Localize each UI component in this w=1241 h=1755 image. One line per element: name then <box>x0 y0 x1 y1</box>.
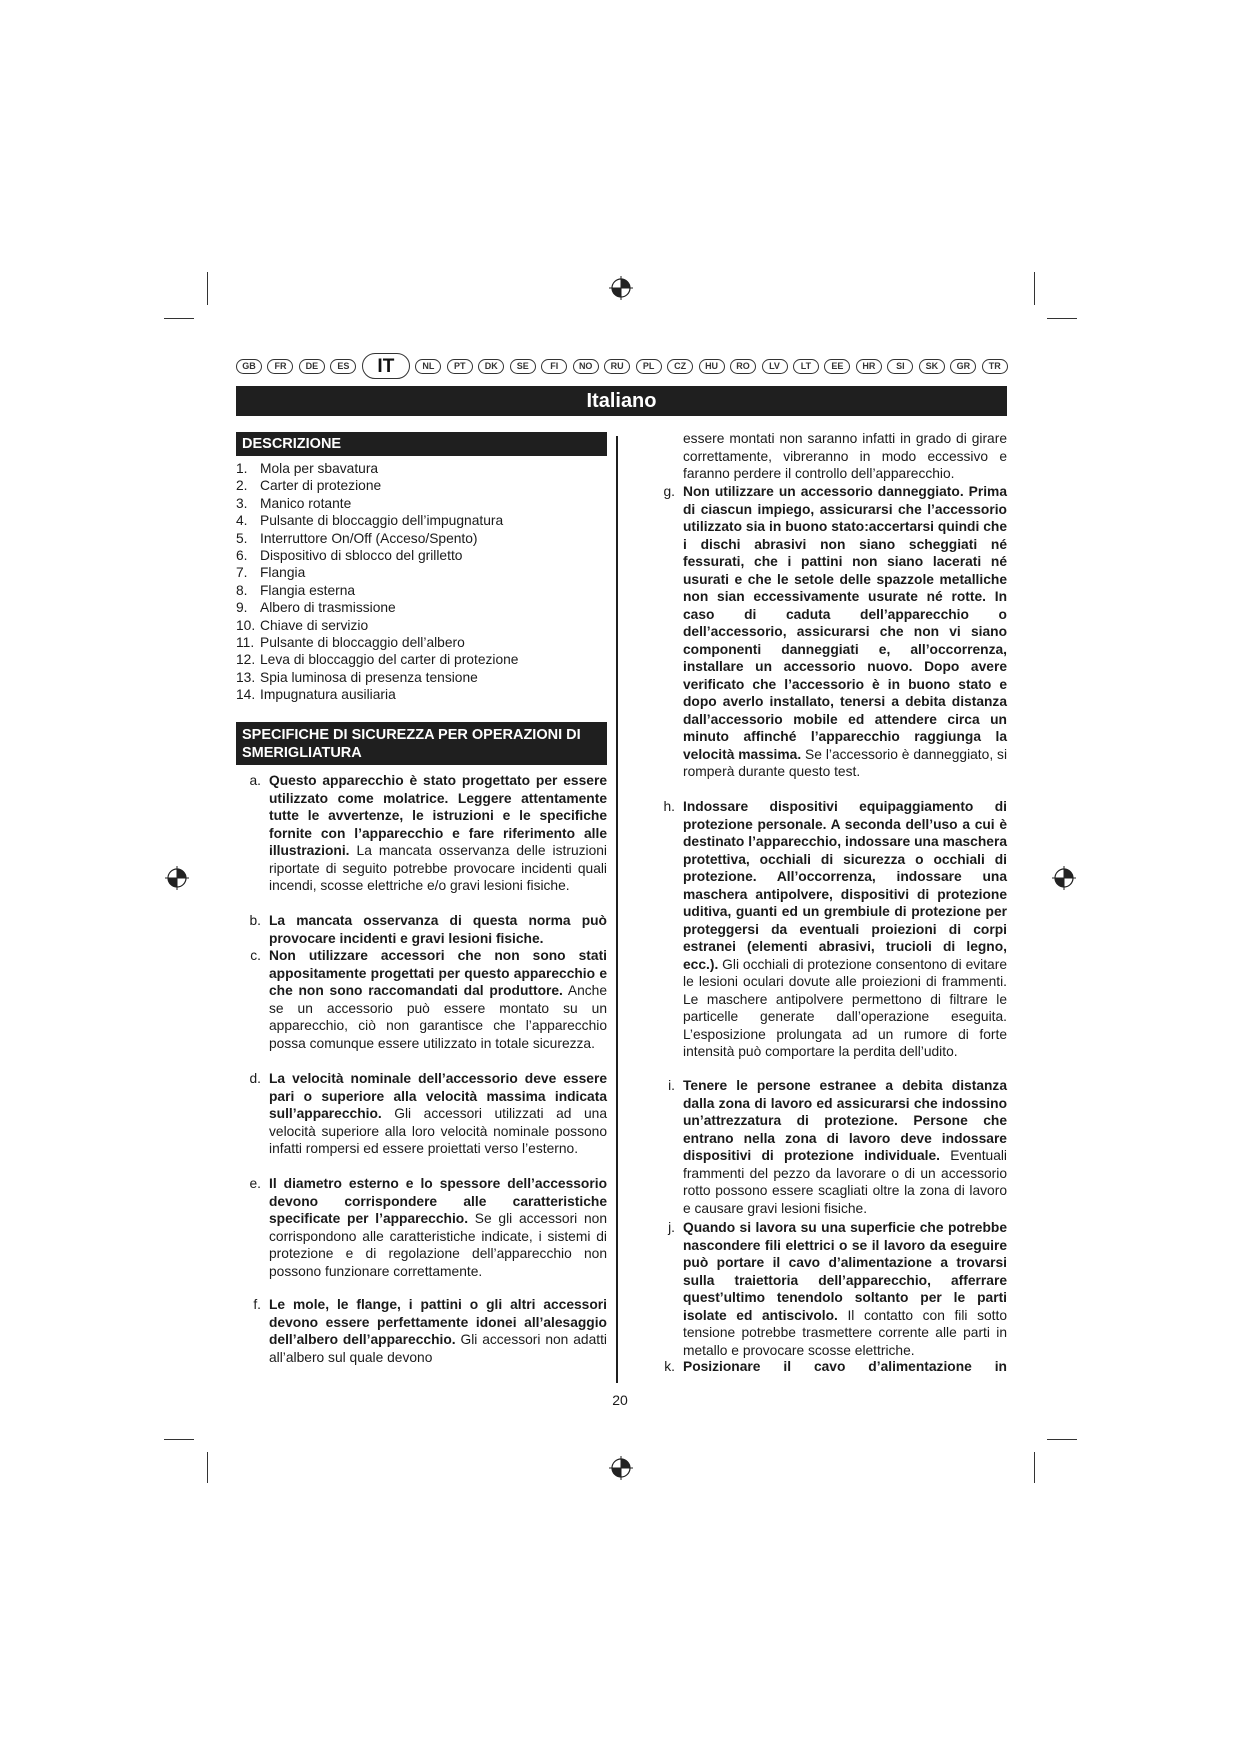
safety-item-c: c. Non utilizzare accessori che non sono stati appositamente progettati per questo apparecchio e che non sono raccomandati dal produttore. Anche se un accessorio può essere montato su un apparecchio, ciò non garantisce che l’apparecchio possa comunque essere utilizzato in totale sicurezza. <box>250 948 607 1051</box>
lang-tab-es[interactable]: ES <box>330 359 356 374</box>
safety-item-h: h. Indossare dispositivi equipaggiamento di protezione personale. A seconda dell’uso a cui è destinato l’apparecchio, indossare una maschera protettiva, occhiali di sicurezza o occhiali di protezione. All’occorrenza, indossare una maschera antipolvere, dispositivi di protezione uditiva, guanti ed un grembiule di protezione per proteggersi da eventuali proiezioni di corpi estranei (elementi abrasivi, trucioli di legno, ecc.). Gli occhiali di protezione consentono di evitare le lesioni oculari dovute alle proiezioni di frammenti. Le maschere antipolvere permettono di filtrare le particelle generate dall’operazione eseguita. L’esposizione prolungata ad un rumore di forte intensità può comportare la perdita dell’udito. <box>663 799 1007 1059</box>
list-item: 9. Albero di trasmissione <box>236 600 396 616</box>
list-item: 11. Pulsante di bloccaggio dell’albero <box>236 635 465 651</box>
registration-mark-icon <box>609 1456 633 1480</box>
crop-mark <box>164 318 194 319</box>
list-item: 8. Flangia esterna <box>236 582 356 598</box>
continuation-text: essere montati non saranno infatti in grado di girare correttamente, vibreranno in modo eccessivo e faranno perdere il controllo dell’apparecchio. <box>683 431 1007 481</box>
list-item: 1. Mola per sbavatura <box>236 461 379 476</box>
lang-tab-gb[interactable]: GB <box>236 359 262 374</box>
lang-tab-ro[interactable]: RO <box>730 359 756 374</box>
crop-mark <box>207 272 208 305</box>
lang-tab-hu[interactable]: HU <box>699 359 725 374</box>
crop-mark <box>1047 318 1077 319</box>
list-item: 4. Pulsante di bloccaggio dell’impugnatura <box>236 513 504 529</box>
lang-tab-hr[interactable]: HR <box>856 359 882 374</box>
crop-mark <box>207 1452 208 1483</box>
lang-tab-si[interactable]: SI <box>887 359 913 374</box>
language-header: Italiano <box>236 386 1007 416</box>
parts-list <box>236 460 606 704</box>
safety-item-i: i. Tenere le persone estranee a debita distanza dalla zona di lavoro ed assicurarsi che indossino un’attrezzatura di protezione. Persone che entrano nella zona di lavoro deve indossare dispositivi di protezione individuale. Eventuali frammenti del pezzo da lavorare o di un accessorio rotto possono essere scagliati oltre la zona di lavoro e causare gravi lesioni fisiche. <box>668 1078 1008 1216</box>
lang-tab-it-active[interactable]: IT <box>362 353 410 379</box>
lang-tab-pt[interactable]: PT <box>447 359 473 374</box>
lang-tab-cz[interactable]: CZ <box>667 359 693 374</box>
lang-tab-pl[interactable]: PL <box>636 359 662 374</box>
crop-mark <box>1034 272 1035 305</box>
list-item: 2. Carter di protezione <box>236 478 382 494</box>
list-item: 10. Chiave di servizio <box>236 617 369 633</box>
lang-tab-de[interactable]: DE <box>299 359 325 374</box>
lang-tab-dk[interactable]: DK <box>478 359 504 374</box>
lang-tab-sk[interactable]: SK <box>919 359 945 374</box>
list-item: 12. Leva di bloccaggio del carter di protezione <box>236 652 519 668</box>
registration-mark-icon <box>609 276 633 300</box>
registration-mark-icon <box>165 866 189 890</box>
safety-item-d: d. La velocità nominale dell’accessorio deve essere pari o superiore alla velocità massima indicata sull’apparecchio. Gli accessori utilizzati ad una velocità superiore alla loro velocità nominale possono infatti rompersi ed essere proiettati verso l’esterno. <box>249 1071 607 1156</box>
list-item: 6. Dispositivo di sblocco del grilletto <box>236 548 463 564</box>
lang-tab-tr[interactable]: TR <box>982 359 1008 374</box>
lang-tab-fi[interactable]: FI <box>541 359 567 374</box>
safety-item-g: g. Non utilizzare un accessorio danneggiato. Prima di ciascun impiego, assicurarsi che l’accessorio utilizzato sia in buono stato:accertarsi quindi che i dischi abrasivi non siano scheggiati né fessurati, che i pattini non siano lacerati né usurati e che le setole delle spazzole metalliche non sian eccessivamente usurate né rotte. In caso di caduta dell’apparecchio o dell’accessorio, assicurarsi che non vi siano componenti danneggiati e, all’occorrenza, installare un accessorio nuovo. Dopo avere verificato che l’accessorio è in buono stato e dopo averlo installato, tenersi a debita distanza dall’accessorio mobile ed attendere circa un minuto affinché l’apparecchio raggiunga la velocità massima. Se l’accessorio è danneggiato, si romperà durante questo test. <box>663 484 1008 779</box>
lang-tab-lt[interactable]: LT <box>793 359 819 374</box>
lang-tab-ru[interactable]: RU <box>604 359 630 374</box>
lang-tab-gr[interactable]: GR <box>950 359 976 374</box>
safety-item-a: a. Questo apparecchio è stato progettato per essere utilizzato come molatrice. Leggere attentamente tutte le avvertenze, le istruzioni e le specifiche fornite con l’apparecchio e fare riferimento alle illustrazioni. La mancata osservanza delle istruzioni riportate di seguito potrebbe provocare incidenti quali incendi, scosse elettriche e/o gravi lesioni fisiche. <box>249 773 607 893</box>
list-item: 7. Flangia <box>236 565 306 581</box>
language-selector <box>236 353 1008 379</box>
safety-item-f: f. Le mole, le flange, i pattini o gli altri accessori devono essere perfettamente idonei all’alesaggio dell’albero dell’apparecchio. Gli accessori non adatti all’albero sul quale devono <box>253 1297 607 1365</box>
list-item: 13. Spia luminosa di presenza tensione <box>236 669 478 685</box>
lang-tab-no[interactable]: NO <box>573 359 599 374</box>
lang-tab-nl[interactable]: NL <box>415 359 441 374</box>
list-item: 3. Manico rotante <box>236 495 352 511</box>
safety-item-k: k. Posizionare il cavo d’alimentazione in <box>664 1359 1007 1374</box>
registration-mark-icon <box>1052 866 1076 890</box>
lang-tab-se[interactable]: SE <box>510 359 536 374</box>
crop-mark <box>1047 1439 1077 1440</box>
safety-item-j: j. Quando si lavora su una superficie che potrebbe nascondere fili elettrici o se il lavoro da eseguire può portare il cavo d’alimentazione a trovarsi sulla traiettoria dell’apparecchio, afferrare quest’ultimo tenendolo soltanto per le parti isolate ed antiscivolo. Il contatto con fili sotto tensione potrebbe trasmettere corrente alle parti in metallo e provocare scosse elettriche. <box>668 1220 1007 1358</box>
list-item: 5. Interruttore On/Off (Acceso/Spento) <box>236 530 478 546</box>
lang-tab-lv[interactable]: LV <box>762 359 788 374</box>
section-header-descrizione: DESCRIZIONE <box>236 432 607 456</box>
column-divider <box>616 436 618 1383</box>
crop-mark <box>164 1439 194 1440</box>
lang-tab-ee[interactable]: EE <box>824 359 850 374</box>
list-item: 14. Impugnatura ausiliaria <box>236 687 396 703</box>
page-number: 20 <box>612 1392 628 1408</box>
safety-item-e: e. Il diametro esterno e lo spessore dell’accessorio devono corrispondere alle caratteristiche specificate per l’apparecchio. Se gli accessori non corrispondono alle caratteristiche indicate, i sistemi di protezione e di regolazione dell’apparecchio non possono funzionare correttamente. <box>249 1176 607 1279</box>
safety-item-b: b. La mancata osservanza di questa norma può provocare incidenti e gravi lesioni fisiche. <box>249 913 607 946</box>
crop-mark <box>1034 1452 1035 1483</box>
lang-tab-fr[interactable]: FR <box>267 359 293 374</box>
section-header-specifiche: SPECIFICHE DI SICUREZZA PER OPERAZIONI DI SMERIGLIATURA <box>236 722 607 765</box>
